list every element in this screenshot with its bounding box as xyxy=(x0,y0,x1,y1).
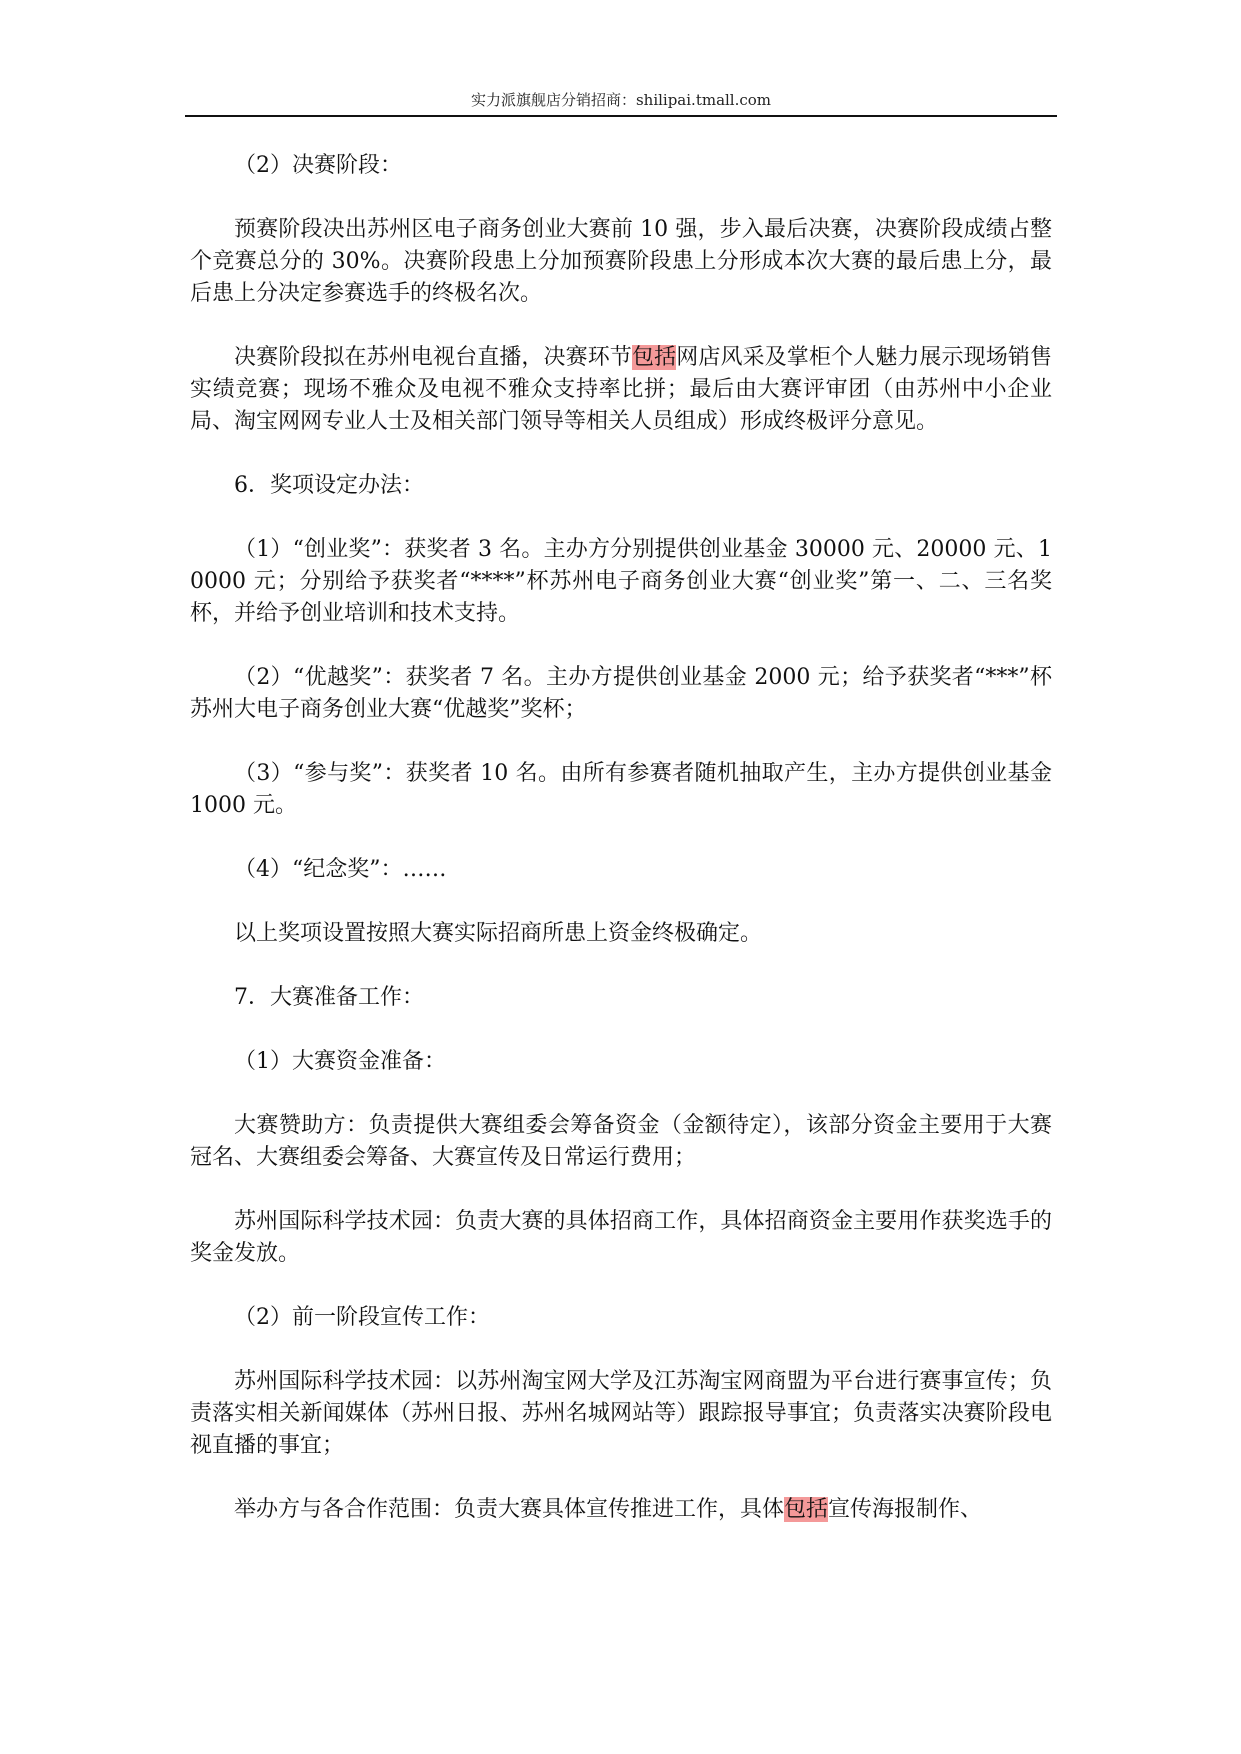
document-body xyxy=(190,150,1052,1558)
paragraph-sponsor-duties: 大赛赞助方：负责提供大赛组委会筹备资金（金额待定），该部分资金主要用于大赛冠名、大赛组委会筹备、大赛宣传及日常运行费用； xyxy=(190,1113,1052,1170)
paragraph-final-stage-scoring: 预赛阶段决出苏州区电子商务创业大赛前 10 强，步入最后决赛，决赛阶段成绩占整个竞赛总分的 30%。决赛阶段患上分加预赛阶段患上分形成本次大赛的最后患上分，最后患上分决定参赛选手的终极名次。 xyxy=(190,217,1052,306)
paragraph-organizer-promotion xyxy=(190,1494,1052,1526)
paragraph-science-park-duties: 苏州国际科学技术园：负责大赛的具体招商工作，具体招商资金主要用作获奖选手的奖金发放。 xyxy=(190,1209,1052,1266)
text-segment: 宣传海报制作、 xyxy=(828,1497,983,1522)
text-segment: 决赛阶段拟在苏州电视台直播，决赛环节 xyxy=(234,345,632,370)
highlighted-keyword: 包括 xyxy=(784,1497,829,1522)
paragraph-funding-heading: （1）大赛资金准备： xyxy=(234,1049,446,1074)
paragraph-awards-heading: 6．奖项设定办法： xyxy=(234,473,424,498)
paragraph-awards-note: 以上奖项设置按照大赛实际招商所患上资金终极确定。 xyxy=(234,921,763,946)
paragraph-final-stage-heading: （2）决赛阶段： xyxy=(234,153,402,178)
highlighted-keyword: 包括 xyxy=(631,345,677,370)
paragraph-promotion-heading: （2）前一阶段宣传工作： xyxy=(234,1305,490,1330)
paragraph-final-broadcast xyxy=(190,342,1052,438)
paragraph-award-entrepreneurship: （1）“创业奖”：获奖者 3 名。主办方分别提供创业基金 30000 元、20000 元、10000 元；分别给予获奖者“****”杯苏州电子商务创业大赛“创业奖”第一、二、三名奖杯，并给予创业培训和技术支持。 xyxy=(190,537,1052,626)
text-segment: 举办方与各合作范围：负责大赛具体宣传推进工作，具体 xyxy=(234,1497,785,1522)
paragraph-preparation-heading: 7．大赛准备工作： xyxy=(234,985,424,1010)
paragraph-science-park-promotion: 苏州国际科学技术园：以苏州淘宝网大学及江苏淘宝网商盟为平台进行赛事宣传；负责落实相关新闻媒体（苏州日报、苏州名城网站等）跟踪报导事宜；负责落实决赛阶段电视直播的事宜； xyxy=(190,1369,1052,1458)
paragraph-award-commemorative: （4）“纪念奖”：…… xyxy=(234,857,447,882)
text-segment: 网店风采及掌柜个人魅力展示现场销售实绩竞赛；现场不雅众及电视不雅众支持率比拼；最后由大赛评审团（由苏州中小企业局、淘宝网网专业人士及相关部门领导等相关人员组成）形成终极评分意见。 xyxy=(190,345,1052,434)
header-divider xyxy=(185,115,1057,117)
paragraph-award-excellence: （2）“优越奖”：获奖者 7 名。主办方提供创业基金 2000 元；给予获奖者“***”杯苏州大电子商务创业大赛“优越奖”奖杯； xyxy=(190,665,1052,722)
paragraph-award-participation: （3）“参与奖”：获奖者 10 名。由所有参赛者随机抽取产生，主办方提供创业基金 1000 元。 xyxy=(190,761,1052,818)
page-header: 实力派旗舰店分销招商：shilipai.tmall.com xyxy=(470,91,772,109)
